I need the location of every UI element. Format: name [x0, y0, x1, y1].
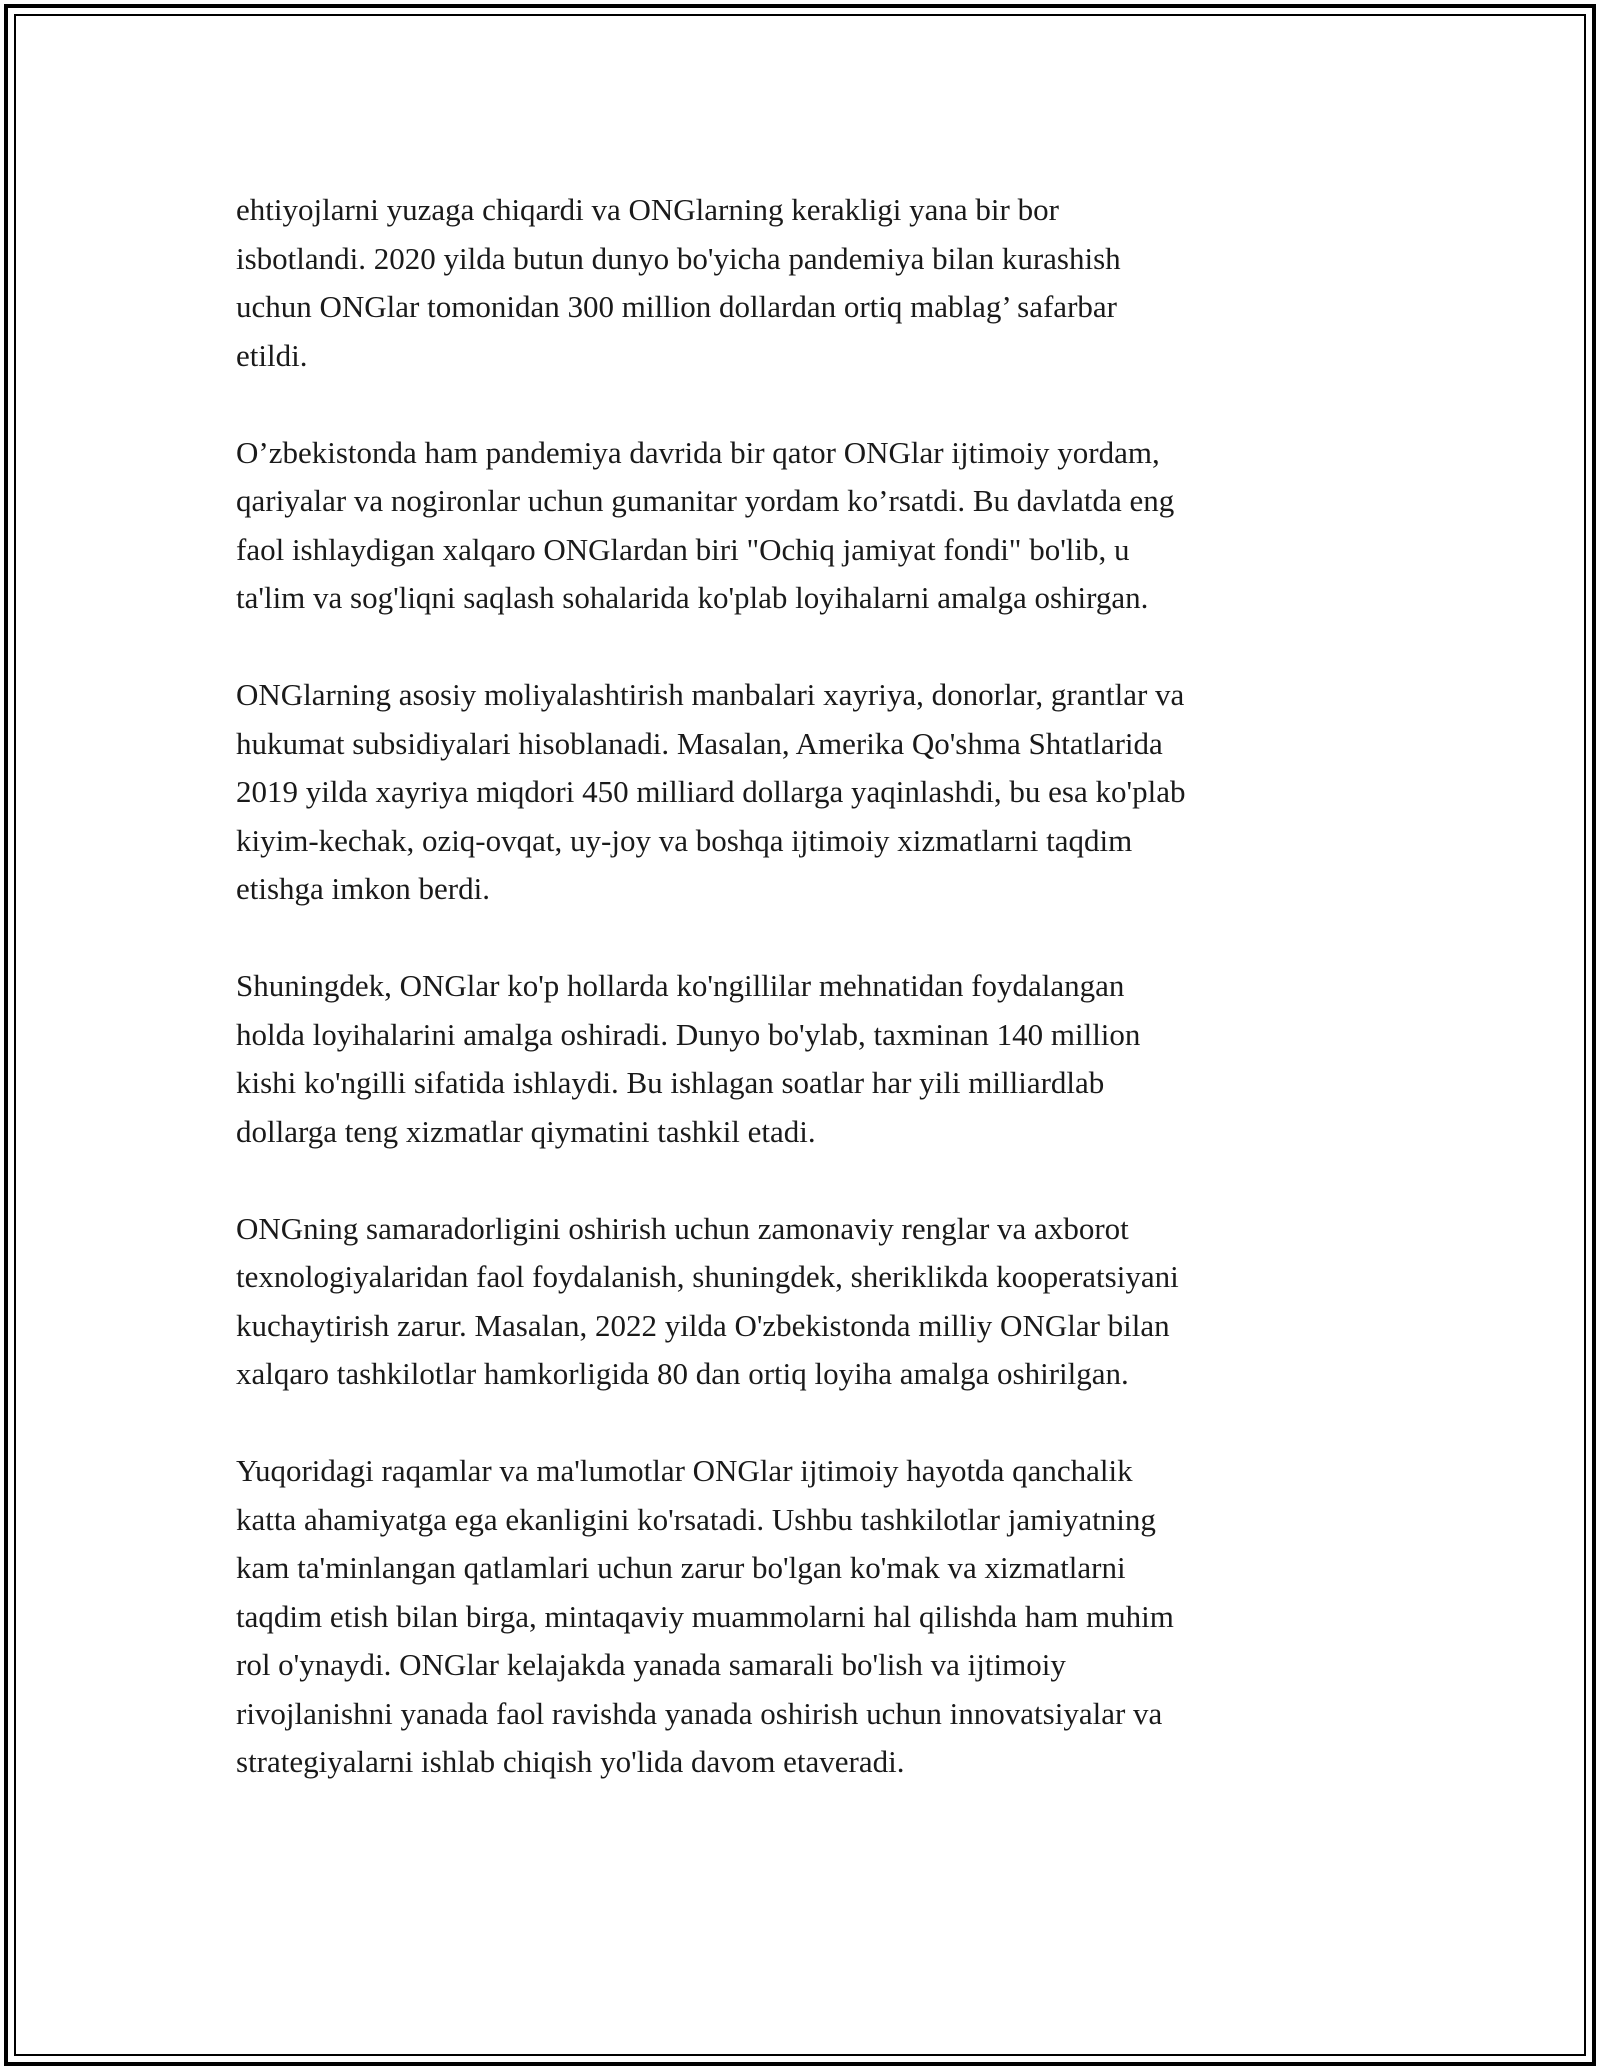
- paragraph-3: ONGlarning asosiy moliyalashtirish manbalari xayriya, donorlar, grantlar va hukumat subsidiyalari hisoblanadi. Masalan, Amerika Qo'shma Shtatlarida 2019 yilda xayriya miqdori 450 milliard dollarga yaqinlashdi, bu esa ko'plab kiyim-kechak, oziq-ovqat, uy-joy va boshqa ijtimoiy xizmatlarni taqdim etishga imkon berdi.: [236, 677, 1186, 906]
- document-body: [236, 186, 1386, 1835]
- paragraph-5: ONGning samaradorligini oshirish uchun zamonaviy renglar va axborot texnologiyalaridan faol foydalanish, shuningdek, sheriklikda kooperatsiyani kuchaytirish zarur. Masalan, 2022 yilda O'zbekistonda milliy ONGlar bilan xalqaro tashkilotlar hamkorligida 80 dan ortiq loyiha amalga oshirilgan.: [236, 1210, 1179, 1391]
- paragraph-4: Shuningdek, ONGlar ko'p hollarda ko'ngillilar mehnatidan foydalangan holda loyihalarini amalga oshiradi. Dunyo bo'ylab, taxminan 140 million kishi ko'ngilli sifatida ishlaydi. Bu ishlagan soatlar har yili milliardlab dollarga teng xizmatlar qiymatini tashkil etadi.: [236, 968, 1141, 1149]
- paragraph-2: O’zbekistonda ham pandemiya davrida bir qator ONGlar ijtimoiy yordam, qariyalar va nogironlar uchun gumanitar yordam ko’rsatdi. Bu davlatda eng faol ishlaydigan xalqaro ONGlardan biri "Ochiq jamiyat fondi" bo'lib, u ta'lim va sog'liqni saqlash sohalarida ko'plab loyihalarni amalga oshirgan.: [236, 434, 1175, 615]
- paragraph-6: Yuqoridagi raqamlar va ma'lumotlar ONGlar ijtimoiy hayotda qanchalik katta ahamiyatga ega ekanligini ko'rsatadi. Ushbu tashkilotlar jamiyatning kam ta'minlangan qatlamlari uchun zarur bo'lgan ko'mak va xizmatlarni taqdim etish bilan birga, mintaqaviy muammolarni hal qilishda ham muhim rol o'ynaydi. ONGlar kelajakda yanada samarali bo'lish va ijtimoiy rivojlanishni yanada faol ravishda yanada oshirish uchun innovatsiyalar va strategiyalarni ishlab chiqish yo'lida davom etaveradi.: [236, 1453, 1174, 1779]
- paragraph-1: ehtiyojlarni yuzaga chiqardi va ONGlarning kerakligi yana bir bor isbotlandi. 2020 yilda butun dunyo bo'yicha pandemiya bilan kurashish uchun ONGlar tomonidan 300 million dollardan ortiq mablag’ safarbar etildi.: [236, 192, 1121, 373]
